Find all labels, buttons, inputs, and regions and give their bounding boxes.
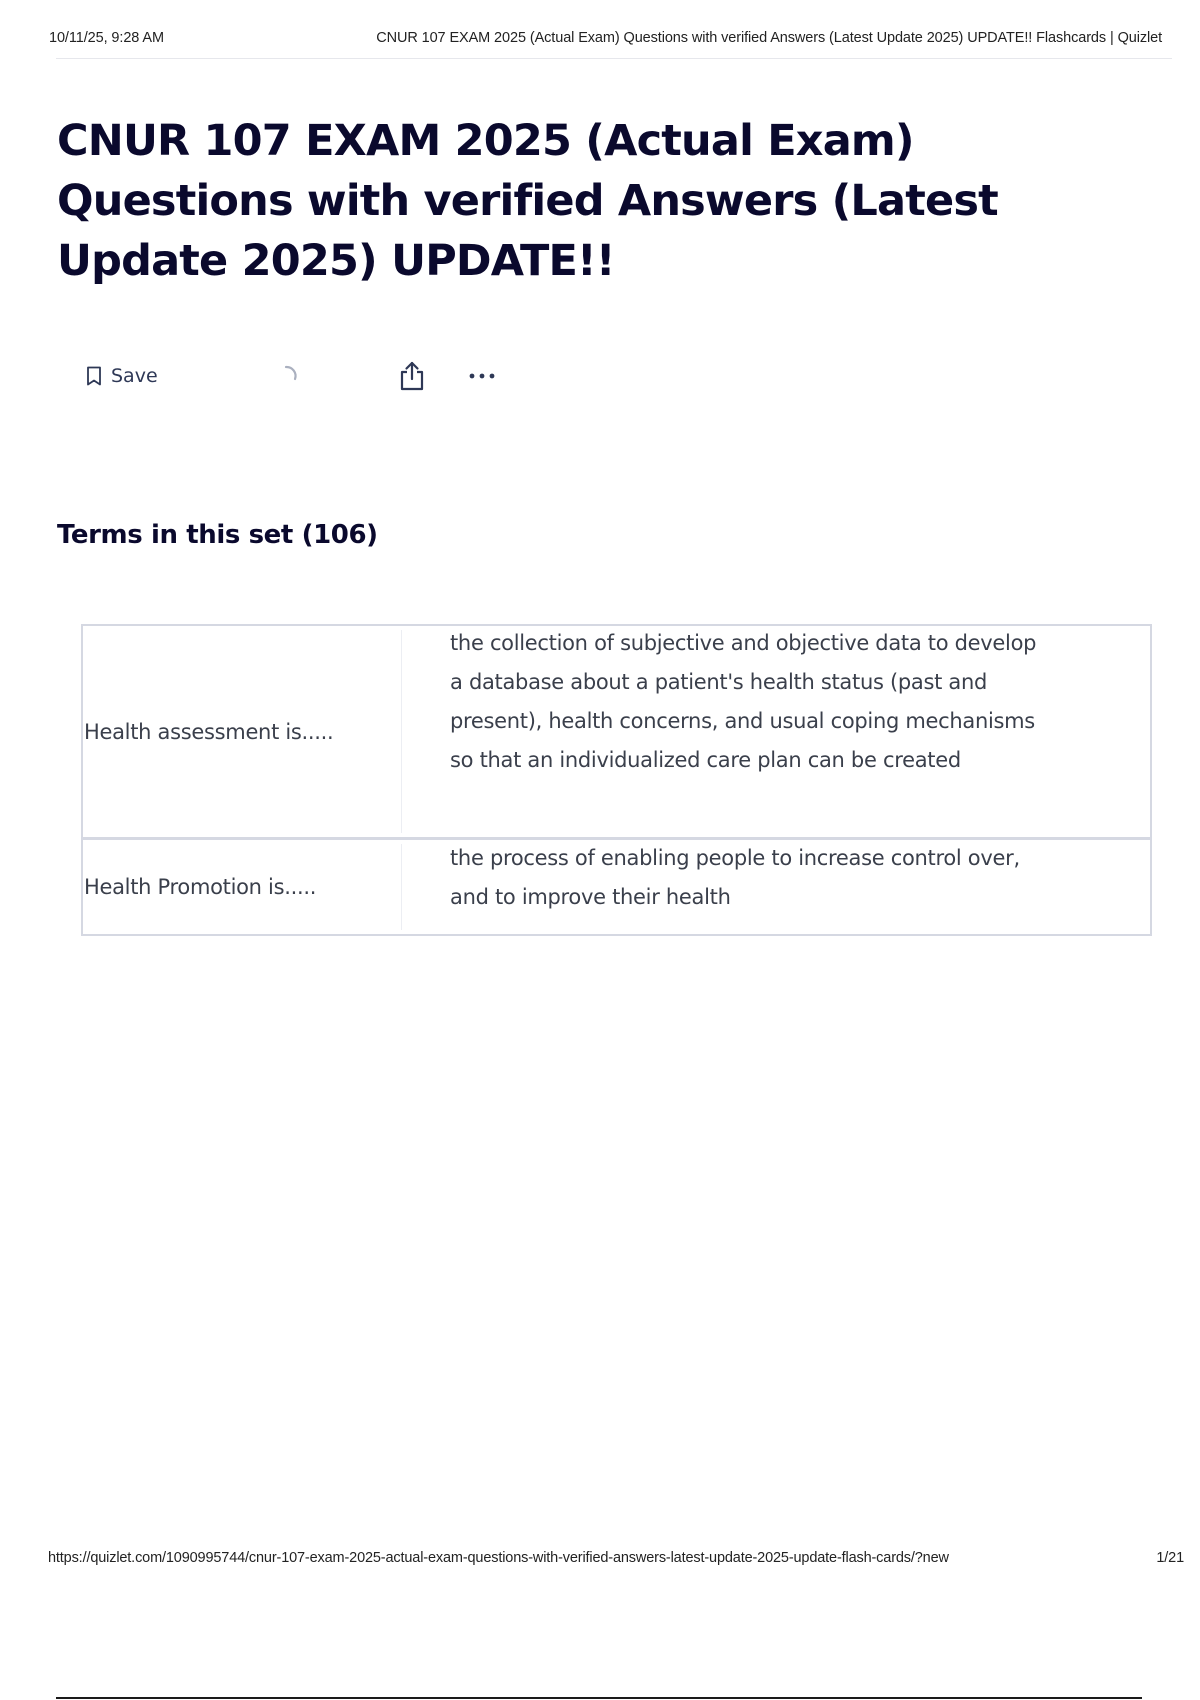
loading-spinner-icon xyxy=(276,364,300,393)
more-options-icon xyxy=(467,373,497,390)
terms-list xyxy=(81,624,1152,936)
definition-text: the collection of subjective and objective data to develop a database about a patient's health status (past and present), health concerns, and usual coping mechanisms so that an individualized care plan can be created xyxy=(450,631,1037,772)
term-row[interactable] xyxy=(81,839,1152,936)
more-options-button[interactable] xyxy=(467,366,497,391)
page-number: 1/21 xyxy=(1156,1550,1184,1566)
bookmark-icon xyxy=(86,366,102,386)
save-button[interactable] xyxy=(86,358,158,394)
header-divider xyxy=(56,58,1172,59)
definition-text: the process of enabling people to increase control over, and to improve their health xyxy=(450,846,1020,909)
set-toolbar xyxy=(86,358,526,394)
print-date: 10/11/25, 9:28 AM xyxy=(49,30,164,46)
page-url: https://quizlet.com/1090995744/cnur-107-exam-2025-actual-exam-questions-with-verified-answers-latest-update-2025-update-flash-cards/?new xyxy=(48,1550,949,1566)
page-title: CNUR 107 EXAM 2025 (Actual Exam) Questions with verified Answers (Latest Update 2025) UPDATE!! xyxy=(57,116,998,286)
save-label: Save xyxy=(111,365,158,387)
print-document-title: CNUR 107 EXAM 2025 (Actual Exam) Questions with verified Answers (Latest Update 2025) UPDATE!! Flashcards | Quizlet xyxy=(376,30,1162,46)
page-bottom-divider xyxy=(56,1697,1142,1699)
print-footer xyxy=(48,1550,1184,1570)
share-button[interactable] xyxy=(397,360,427,397)
share-icon xyxy=(397,379,427,396)
terms-heading: Terms in this set (106) xyxy=(57,520,378,550)
term-row[interactable] xyxy=(81,624,1152,839)
print-header xyxy=(49,30,1162,50)
term-text: Health assessment is..... xyxy=(84,719,334,744)
term-text: Health Promotion is..... xyxy=(84,875,317,899)
